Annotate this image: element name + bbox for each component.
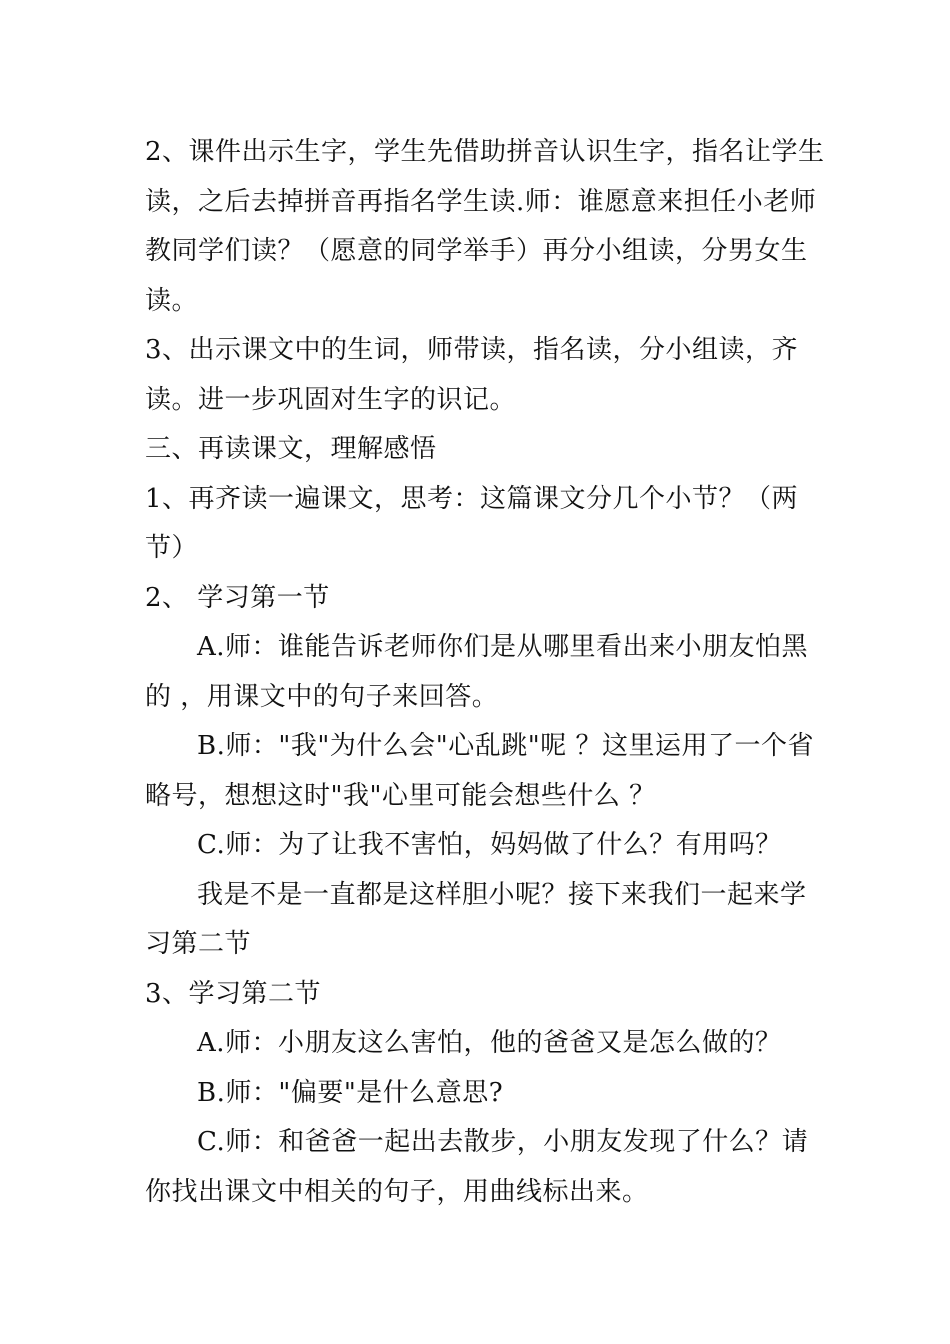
paragraph-step-2: 2、 学习第一节 [145, 582, 330, 613]
paragraph-item-3: 3、出示课文中的生词，师带读，指名读，分小组读，齐读。进一步巩固对生字的识记。 [145, 335, 799, 415]
paragraph-question-c: C.师：为了让我不害怕，妈妈做了什么？有用吗？ [197, 830, 782, 860]
document-body [145, 128, 825, 1217]
paragraph-question-a2: A.师：小朋友这么害怕，他的爸爸又是怎么做的？ [197, 1028, 782, 1058]
paragraph-step-3: 3、学习第二节 [145, 978, 322, 1009]
paragraph-question-b2: B.师："偏要"是什么意思? [197, 1077, 504, 1108]
paragraph-question-c2: C.师：和爸爸一起出去散步，小朋友发现了什么？请你找出课文中相关的句子，用曲线标出来。 [145, 1127, 809, 1207]
paragraph-transition: 我是不是一直都是这样胆小呢？接下来我们一起来学习第二节 [145, 879, 807, 959]
section-heading: 三、再读课文，理解感悟 [145, 434, 437, 464]
paragraph-question-a: A.师：谁能告诉老师你们是从哪里看出来小朋友怕黑的 ，用课文中的句子来回答。 [145, 632, 809, 712]
paragraph-question-b: B.师："我"为什么会"心乱跳"呢 ？这里运用了一个省略号，想想这时"我"心里可能会想些什么 ？ [145, 731, 814, 811]
paragraph-item-2: 2、课件出示生字，学生先借助拼音认识生字，指名让学生读，之后去掉拼音再指名学生读.师：谁愿意来担任小老师教同学们读？（愿意的同学举手）再分小组读，分男女生读。 [145, 137, 825, 316]
paragraph-step-1: 1、再齐读一遍课文，思考：这篇课文分几个小节？（两节） [145, 483, 799, 563]
